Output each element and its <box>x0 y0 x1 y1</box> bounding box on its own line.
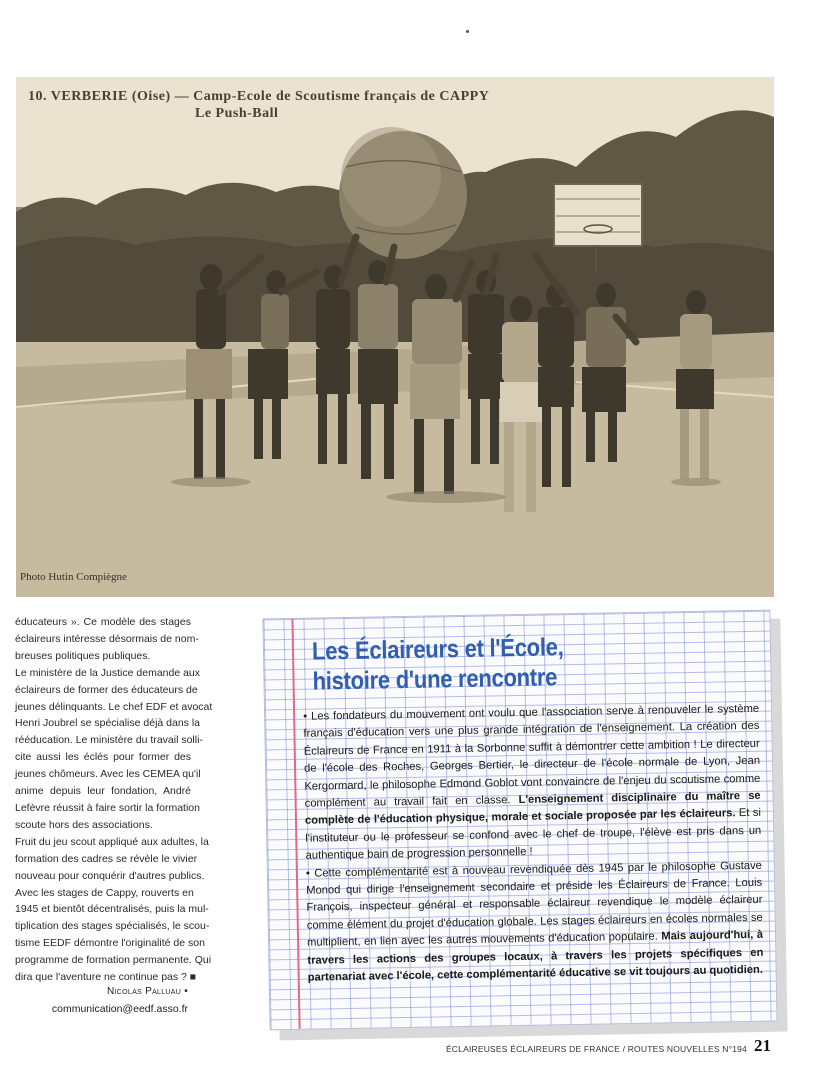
author-signature <box>107 986 188 997</box>
left-column-line: breuses politiques publiques. <box>15 649 151 662</box>
notebook-box <box>262 610 777 1031</box>
left-column-line: anime depuis leur fondation, André <box>15 785 191 798</box>
footer-publication: ÉCLAIREUSES ÉCLAIREURS DE FRANCE / ROUTES NOUVELLES N°194 <box>445 1044 747 1054</box>
photo-caption-title: 10. VERBERIE (Oise) — Camp-Ecole de Scoutisme français de CAPPY <box>28 89 490 104</box>
left-column-line: éclaireurs intéresse désormais de nom- <box>15 632 199 645</box>
author-name: Nicolas Palluau • <box>107 986 188 997</box>
print-mark <box>466 30 469 33</box>
left-column-line: éducateurs ». Ce modèle des stages <box>15 616 191 628</box>
left-column-line: Lefèvre réussit à faire sortir la formation <box>15 801 200 814</box>
photo-credit: Photo Hutin Compiègne <box>20 571 127 583</box>
left-column-line: Fruit du jeu scout appliqué aux adultes, la <box>15 835 209 848</box>
left-column-line: tisme EEDF démontre l'originalité de son <box>15 937 205 950</box>
box-body <box>303 701 764 987</box>
left-column-line: rééducation. Le ministère du travail solli- <box>15 734 203 747</box>
photo-caption-subtitle: Le Push-Ball <box>195 106 279 121</box>
left-column-line: scoute hors des associations. <box>15 818 153 831</box>
left-column-line: jeunes chômeurs. Avec les CEMEA qu'il <box>15 768 201 781</box>
left-column-line: éclaireurs de former des éducateurs de <box>15 683 198 696</box>
left-column-line: 1945 et bientôt décentralisés, puis la mul- <box>15 903 209 916</box>
left-column-line: jeunes délinquants. Le chef EDF et avocat <box>15 700 213 713</box>
box-title-line1: Les Éclaireurs et l'École, <box>311 633 564 666</box>
historic-photo <box>16 77 774 597</box>
left-column-line: tiplication des stages spécialisés, le scou- <box>15 920 210 933</box>
page-number: 21 <box>754 1036 771 1055</box>
box-p2-bold: Mais aujourd'hui, à travers les actions des groupes locaux, à travers les projets spécifiques en partenariat avec l'école, cette complémentarité éducative se vit toujours au quotidien. <box>307 929 764 984</box>
box-paragraph-1 <box>303 701 762 866</box>
author-email: communication@eedf.asso.fr <box>51 1003 188 1015</box>
box-title-line2: histoire d'une rencontre <box>312 663 558 696</box>
photo-scene <box>16 77 774 597</box>
left-column-line: dira que l'aventure ne continue pas ? ■ <box>15 971 197 984</box>
left-column-line: Avec les stages de Cappy, rouverts en <box>15 886 194 899</box>
left-column-line: formation des cadres se révèle le vivier <box>15 852 198 865</box>
left-column-line: cite aussi les éclés pour former des <box>15 751 191 764</box>
box-p2-text: • Cette complémentarité est à nouveau revendiquée dès 1945 par le philosophe Gustave Monod qui dirige l'enseignement secondaire et préside les Éclaireurs de France. Louis François, inspecteur général et responsable éclaireur revendique le modèle éclaireur comme élément du projet d'éducation globale. Les stages éclaireurs en écoles normales se multiplient, en lien avec les autres mouvements d'éducation populaire. <box>305 859 763 950</box>
left-column-line: Le ministère de la Justice demande aux <box>15 666 201 679</box>
notebook-margin-line <box>291 619 300 1029</box>
box-p1-bold: L'enseignement disciplinaire du maître se complète de l'éducation physique, morale et sociale proposée par les éclaireurs. <box>304 789 761 828</box>
box-p1-text-end: Et si l'instituteur ou le professeur se confond avec le chef de troupe, l'élève est pris dans un authentique bain de progression personnelle ! <box>305 807 762 862</box>
box-paragraph-2 <box>306 857 764 987</box>
left-column-line: Henri Joubrel se spécialise déjà dans la <box>15 717 201 730</box>
left-column-line: programme de formation permanente. Qui <box>15 954 212 967</box>
box-title <box>312 632 565 696</box>
left-column-text <box>15 614 213 986</box>
left-column-line: nouveau pour conquérir d'autres publics. <box>15 869 205 882</box>
box-p1-text: • Les fondateurs du mouvement ont voulu que l'association serve à renouveler le système français d'éducation vers une plus grande intégration de l'enseignement. La création des Éclaireurs de France en 1911 à la Sorbonne suffit à démontrer cette ambition ! Le directeur de l'école des Roches, Georges Bertier, le directeur de l'école normale de Lyon, Jean Kergormard, le philosophe Edmond Goblot vont convaincre de l'enjeu du scoutisme comme complément au travail fait en classe. <box>303 702 761 810</box>
